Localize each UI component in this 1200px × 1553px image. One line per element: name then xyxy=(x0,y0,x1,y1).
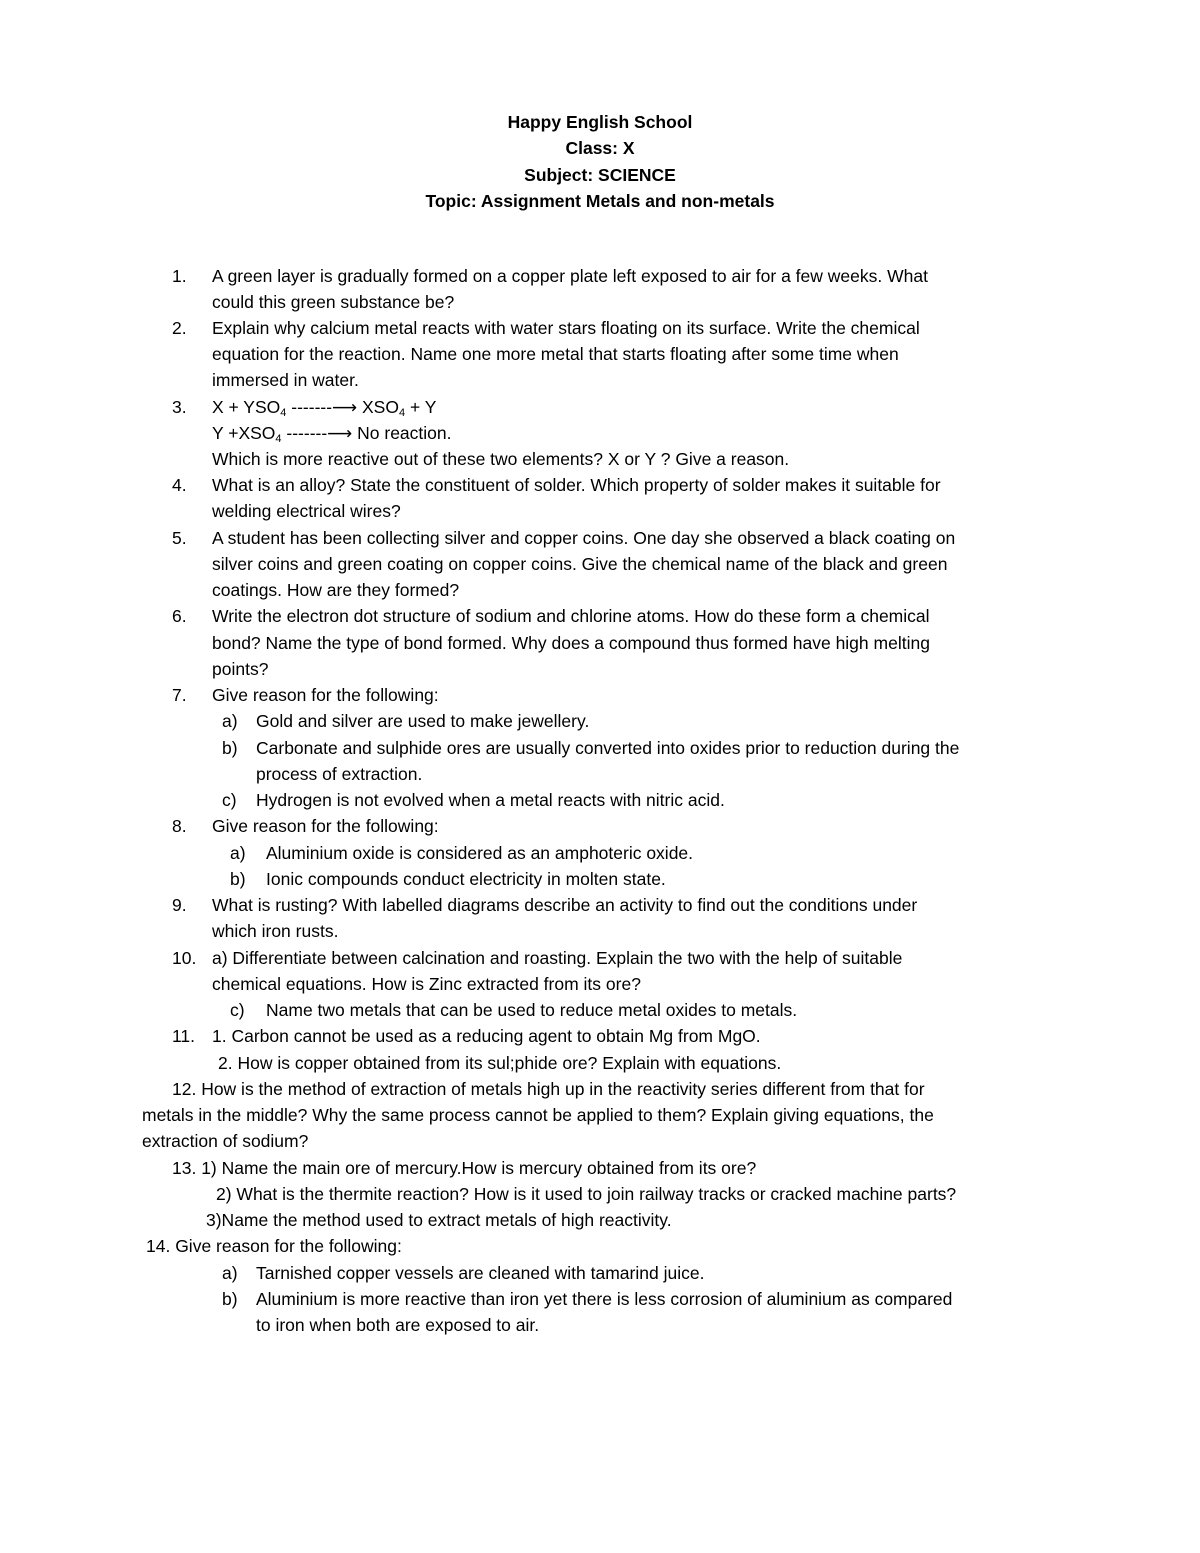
sub-item-text: Gold and silver are used to make jewellery. xyxy=(256,711,590,731)
sub-item-label: c) xyxy=(230,1000,245,1020)
sub-item-label: a) xyxy=(230,843,246,863)
question-text: 14. Give reason for the following: xyxy=(146,1236,402,1256)
question-number: 2. xyxy=(172,318,187,338)
question-number: 7. xyxy=(172,685,187,705)
question-text: 2) What is the thermite reaction? How is it used to join railway tracks or cracked machine parts? xyxy=(216,1184,957,1204)
question-text: points? xyxy=(212,659,269,679)
question-text: A student has been collecting silver and copper coins. One day she observed a black coating on xyxy=(212,528,956,548)
question-number: 4. xyxy=(172,475,187,495)
chemical-equation: $X + YSO_4$ -------⟶ $XSO_4 + Y$ xyxy=(212,397,437,419)
question-text: a) Differentiate between calcination and roasting. Explain the two with the help of suitable xyxy=(212,948,903,968)
question-text: 12. How is the method of extraction of metals high up in the reactivity series different from that for xyxy=(172,1079,925,1099)
question-text: chemical equations. How is Zinc extracted from its ore? xyxy=(212,974,641,994)
sub-item-label: b) xyxy=(230,869,246,889)
question-text: equation for the reaction. Name one more metal that starts floating after some time when xyxy=(212,344,899,364)
sub-item-text: Carbonate and sulphide ores are usually converted into oxides prior to reduction during the xyxy=(256,738,960,758)
question-text: coatings. How are they formed? xyxy=(212,580,460,600)
question-text: extraction of sodium? xyxy=(142,1131,309,1151)
sub-item-text: process of extraction. xyxy=(256,764,423,784)
sub-item-label: b) xyxy=(222,738,238,758)
sub-item-text: Name two metals that can be used to reduce metal oxides to metals. xyxy=(266,1000,798,1020)
question-number: 3. xyxy=(172,397,187,417)
question-number: 8. xyxy=(172,816,187,836)
question-text: which iron rusts. xyxy=(212,921,339,941)
question-text: 13. 1) Name the main ore of mercury.How is mercury obtained from its ore? xyxy=(172,1158,757,1178)
question-text: Explain why calcium metal reacts with water stars floating on its surface. Write the chemical xyxy=(212,318,920,338)
sub-item-text: Ionic compounds conduct electricity in molten state. xyxy=(266,869,666,889)
sub-item-label: b) xyxy=(222,1289,238,1309)
question-text: What is rusting? With labelled diagrams describe an activity to find out the conditions under xyxy=(212,895,918,915)
class-label: Class: X xyxy=(565,138,635,159)
sub-item-text: Aluminium is more reactive than iron yet there is less corrosion of aluminium as compared xyxy=(256,1289,953,1309)
sub-item-text: to iron when both are exposed to air. xyxy=(256,1315,540,1335)
question-text: silver coins and green coating on copper coins. Give the chemical name of the black and green xyxy=(212,554,948,574)
sub-item-label: a) xyxy=(222,1263,238,1283)
subject-label: Subject: SCIENCE xyxy=(524,164,676,185)
question-number: 11. xyxy=(172,1026,196,1046)
question-text: Write the electron dot structure of sodium and chlorine atoms. How do these form a chemical xyxy=(212,606,930,626)
topic-label: Topic: Assignment Metals and non-metals xyxy=(425,190,775,211)
question-text: What is an alloy? State the constituent of solder. Which property of solder makes it suitable for xyxy=(212,475,941,495)
question-text: Which is more reactive out of these two elements? X or Y ? Give a reason. xyxy=(212,449,790,469)
question-text: immersed in water. xyxy=(212,370,359,390)
sub-item-text: Tarnished copper vessels are cleaned with tamarind juice. xyxy=(256,1263,705,1283)
question-number: 5. xyxy=(172,528,187,548)
school-name: Happy English School xyxy=(507,112,693,132)
question-text: 3)Name the method used to extract metals of high reactivity. xyxy=(206,1210,672,1230)
sub-item-text: Aluminium oxide is considered as an amphoteric oxide. xyxy=(266,843,694,863)
sub-item-text: Hydrogen is not evolved when a metal reacts with nitric acid. xyxy=(256,790,725,810)
question-text: bond? Name the type of bond formed. Why does a compound thus formed have high melting xyxy=(212,633,930,653)
question-number: 10. xyxy=(172,948,197,968)
question-text: A green layer is gradually formed on a copper plate left exposed to air for a few weeks. What xyxy=(212,266,928,286)
question-text: welding electrical wires? xyxy=(212,501,401,521)
document-header xyxy=(0,109,1200,214)
question-text: Give reason for the following: xyxy=(212,685,439,705)
sub-item-label: a) xyxy=(222,711,238,731)
chemical-equation: $Y +XSO_4$ -------⟶ No reaction. xyxy=(212,423,452,445)
question-number: 1. xyxy=(172,266,187,286)
question-text: 1. Carbon cannot be used as a reducing agent to obtain Mg from MgO. xyxy=(212,1026,761,1046)
question-text: metals in the middle? Why the same process cannot be applied to them? Explain giving equations, the xyxy=(142,1105,934,1125)
question-text: Give reason for the following: xyxy=(212,816,439,836)
question-text: could this green substance be? xyxy=(212,292,455,312)
question-text: 2. How is copper obtained from its sul;phide ore? Explain with equations. xyxy=(218,1053,782,1073)
question-number: 6. xyxy=(172,606,187,626)
question-number: 9. xyxy=(172,895,187,915)
sub-item-label: c) xyxy=(222,790,237,810)
